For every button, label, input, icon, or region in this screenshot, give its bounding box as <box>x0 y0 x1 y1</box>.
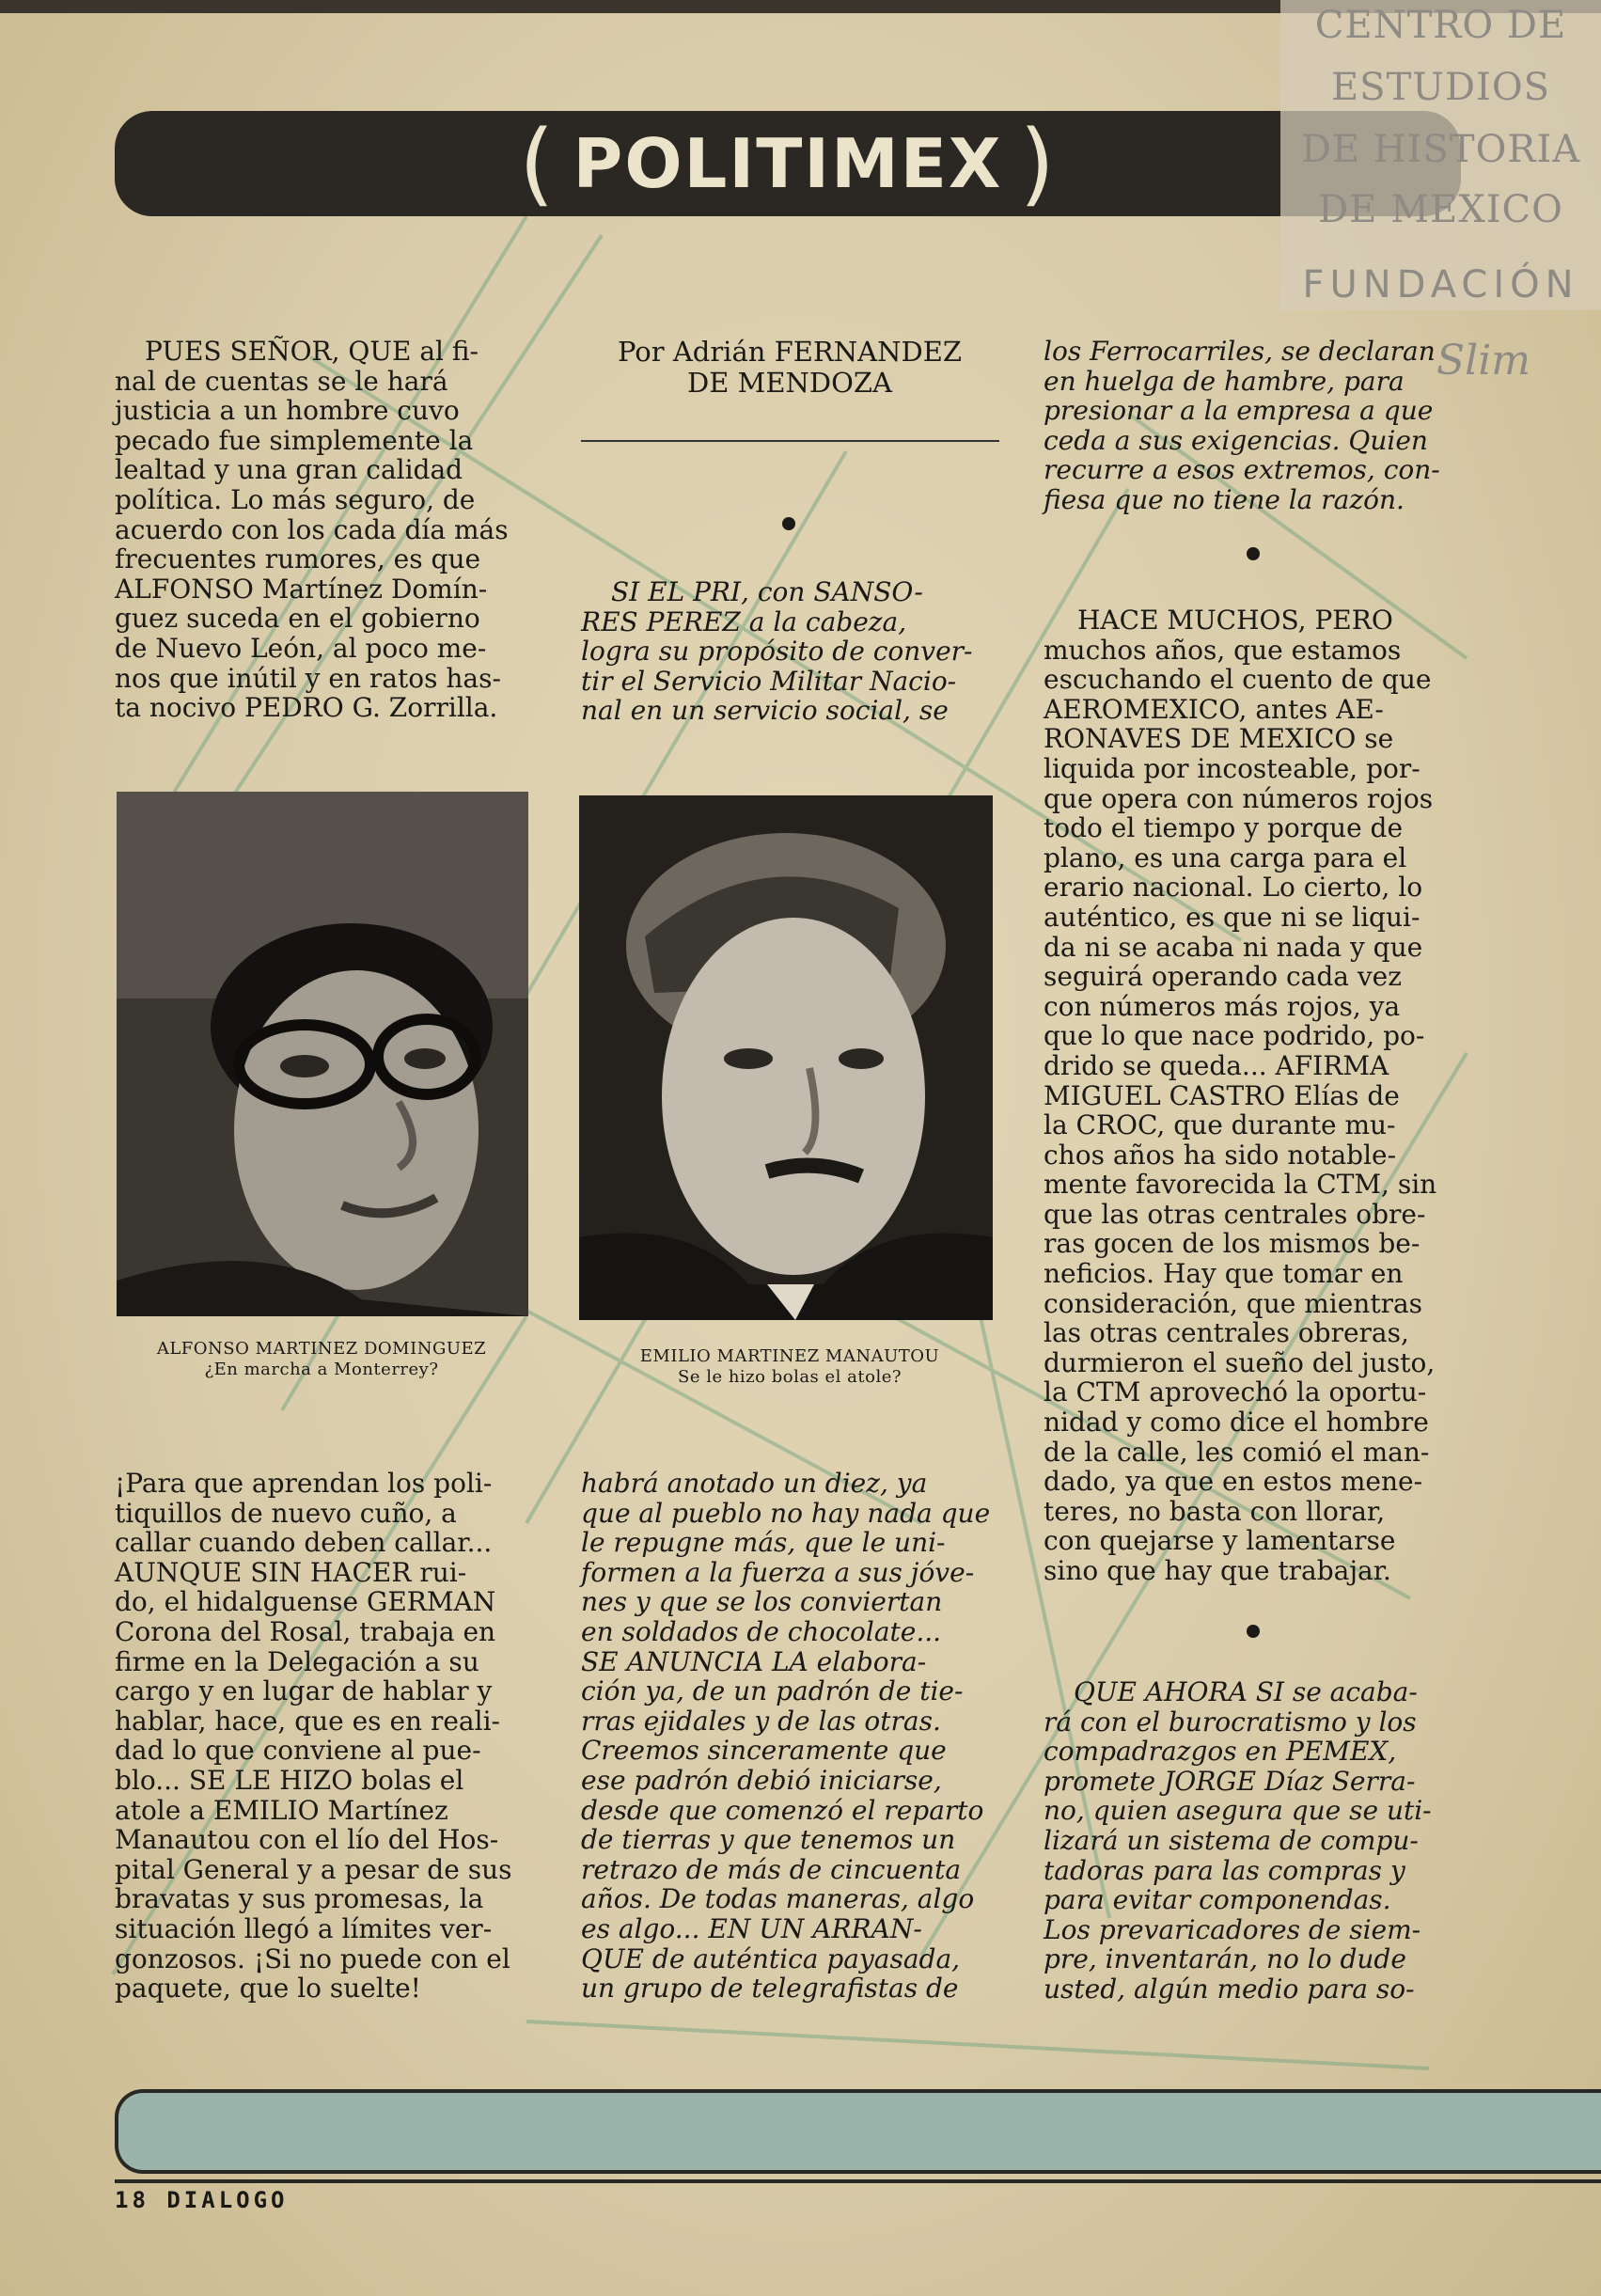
watermark-line: ESTUDIOS <box>1330 66 1551 109</box>
text-line: con quejarse y lamentarse <box>1044 1525 1396 1557</box>
watermark-line: DE MEXICO <box>1318 188 1563 231</box>
byline-line-1: Por Adrián FERNANDEZ <box>617 336 963 368</box>
photo-caption-1 <box>105 1339 538 1380</box>
text-line: liquida por incosteable, por- <box>1044 752 1420 784</box>
text-line: Los prevaricadores de siem- <box>1044 1913 1421 1945</box>
text-line: SI EL PRI, con SANSO- <box>611 576 923 607</box>
text-line: auténtico, es que ni se liqui- <box>1044 901 1420 933</box>
column-1-bottom <box>115 1469 534 2004</box>
photo-caption-2 <box>573 1346 1006 1388</box>
text-line: situación llegó a límites ver- <box>115 1912 493 1944</box>
section-banner <box>115 111 1461 216</box>
text-line: años. De todas maneras, algo <box>581 1883 975 1915</box>
text-line: ceda a sus exigencias. Quien <box>1044 424 1428 456</box>
text-line: SE ANUNCIA LA elabora- <box>581 1645 927 1677</box>
text-line: atole a EMILIO Martínez <box>115 1794 448 1826</box>
text-line: con números más rojos, ya <box>1044 990 1401 1022</box>
text-line: escuchando el cuento de que <box>1044 664 1432 696</box>
column-3-middle <box>1044 605 1463 1586</box>
bullet-separator <box>1247 547 1260 560</box>
column-2-bottom <box>581 1469 1000 2004</box>
footer-rule <box>115 2179 1601 2183</box>
text-line: plano, es una carga para el <box>1044 841 1407 873</box>
column-1-top <box>115 337 534 723</box>
text-line: guez suceda en el gobierno <box>115 603 480 635</box>
text-line: nes y que se los conviertan <box>581 1586 943 1618</box>
text-line: neficios. Hay que tomar en <box>1044 1258 1404 1290</box>
text-line: seguirá operando cada vez <box>1044 961 1403 993</box>
text-line: AUNQUE SIN HACER rui- <box>115 1556 467 1588</box>
text-line: no, quien asegura que se uti- <box>1044 1795 1432 1827</box>
text-line: formen a la fuerza a sus jóve- <box>581 1556 975 1588</box>
text-line: pre, inventarán, no lo dude <box>1044 1943 1406 1975</box>
text-line: tadoras para las compras y <box>1044 1854 1405 1886</box>
byline <box>583 337 997 399</box>
text-line: en huelga de hambre, para <box>1044 365 1405 397</box>
text-line: muchos años, que estamos <box>1044 634 1402 666</box>
text-line: fiesa que no tiene la razón. <box>1044 483 1405 515</box>
text-line: justicia a un hombre cuvo <box>115 395 460 427</box>
text-line: RONAVES DE MEXICO se <box>1044 723 1394 755</box>
text-line: usted, algún medio para so- <box>1044 1973 1415 2005</box>
page-folio: 18 DIALOGO <box>115 2187 289 2213</box>
byline-line-2: DE MENDOZA <box>687 367 892 399</box>
text-line: la CROC, que durante mu- <box>1044 1109 1396 1141</box>
caption-subtitle: Se le hizo bolas el atole? <box>677 1367 903 1387</box>
text-line: cargo y en lugar de hablar y <box>115 1675 493 1707</box>
text-line: ALFONSO Martínez Domín- <box>115 573 488 605</box>
text-line: frecuentes rumores, es que <box>115 543 481 575</box>
column-3-top <box>1044 337 1463 515</box>
text-line: de Nuevo León, al poco me- <box>115 632 487 664</box>
text-line: da ni se acaba ni nada y que <box>1044 931 1423 963</box>
text-line: bravatas y sus promesas, la <box>115 1883 484 1915</box>
text-line: de tierras y que tenemos un <box>581 1824 956 1856</box>
caption-subtitle: ¿En marcha a Monterrey? <box>204 1360 439 1379</box>
text-line: ¡Para que aprendan los poli- <box>115 1468 493 1499</box>
archive-watermark <box>1280 0 1601 310</box>
bullet-separator <box>782 517 795 530</box>
text-line: ción ya, de un padrón de tie- <box>581 1675 964 1707</box>
text-line: sino que hay que trabajar. <box>1044 1555 1391 1586</box>
column-2-top <box>581 577 1000 726</box>
watermark-signature: Slim <box>1436 337 1531 385</box>
text-line: erario nacional. Lo cierto, lo <box>1044 872 1423 904</box>
text-line: drido se queda... AFIRMA <box>1044 1049 1389 1081</box>
text-line: do, el hidalguense GERMAN <box>115 1586 496 1618</box>
text-line: las otras centrales obreras, <box>1044 1317 1409 1349</box>
text-line: para evitar componendas. <box>1044 1884 1391 1916</box>
portrait-image <box>117 792 528 1316</box>
text-line: teres, no basta con llorar, <box>1044 1495 1386 1527</box>
text-line: dado, ya que en estos mene- <box>1044 1466 1423 1498</box>
text-line: MIGUEL CASTRO Elías de <box>1044 1079 1400 1111</box>
text-line: nal en un servicio social, se <box>581 695 949 727</box>
bullet-separator <box>1247 1625 1260 1638</box>
text-line: QUE AHORA SI se acaba- <box>1074 1676 1418 1707</box>
text-line: recurre a esos extremos, con- <box>1044 454 1440 486</box>
banner-open-paren: ( <box>519 111 557 216</box>
caption-name: EMILIO MARTINEZ MANAUTOU <box>639 1346 940 1366</box>
text-line: callar cuando deben callar... <box>115 1527 493 1559</box>
text-line: la CTM aprovechó la oportu- <box>1044 1376 1427 1408</box>
text-line: RES PEREZ a la cabeza, <box>581 605 907 637</box>
watermark-line: DE HISTORIA <box>1300 128 1581 171</box>
text-line: rras ejidales y de las otras. <box>581 1705 941 1737</box>
text-line: pecado fue simplemente la <box>115 424 474 456</box>
text-line: Corona del Rosal, trabaja en <box>115 1615 496 1647</box>
text-line: QUE de auténtica payasada, <box>581 1942 961 1974</box>
text-line: HACE MUCHOS, PERO <box>1077 605 1393 636</box>
text-line: le repugne más, que le uni- <box>581 1527 946 1559</box>
text-line: promete JORGE Díaz Serra- <box>1044 1765 1416 1797</box>
text-line: que las otras centrales obre- <box>1044 1198 1426 1230</box>
byline-rule <box>581 440 999 442</box>
portrait-photo-alfonso <box>117 792 528 1316</box>
text-line: mente favorecida la CTM, sin <box>1044 1169 1437 1201</box>
text-line: acuerdo con los cada día más <box>115 513 509 545</box>
text-line: nal de cuentas se le hará <box>115 365 448 397</box>
text-line: desde que comenzó el reparto <box>581 1794 984 1826</box>
text-line: Creemos sinceramente que <box>581 1735 947 1767</box>
text-line: PUES SEÑOR, QUE al fi- <box>145 336 479 367</box>
text-line: compadrazgos en PEMEX, <box>1044 1736 1397 1768</box>
text-line: blo... SE LE HIZO bolas el <box>115 1764 464 1796</box>
text-line: política. Lo más seguro, de <box>115 483 476 515</box>
text-line: los Ferrocarriles, se declaran <box>1044 336 1436 367</box>
text-line: nidad y como dice el hombre <box>1044 1407 1429 1439</box>
text-line: que lo que nace podrido, po- <box>1044 1020 1425 1052</box>
text-line: habrá anotado un diez, ya <box>581 1468 928 1499</box>
caption-name: ALFONSO MARTINEZ DOMINGUEZ <box>156 1339 487 1359</box>
text-line: consideración, que mientras <box>1044 1287 1423 1319</box>
text-line: lizará un sistema de compu- <box>1044 1824 1419 1856</box>
watermark-line: CENTRO DE <box>1314 4 1567 47</box>
text-line: un grupo de telegrafistas de <box>581 1973 959 2005</box>
text-line: lealtad y una gran calidad <box>115 454 463 486</box>
text-line: todo el tiempo y porque de <box>1044 812 1404 844</box>
text-line: durmieron el sueño del justo, <box>1044 1346 1436 1378</box>
text-line: que al pueblo no hay nada que <box>581 1497 991 1529</box>
text-line: hablar, hace, que es en reali- <box>115 1705 500 1737</box>
text-line: chos años ha sido notable- <box>1044 1139 1397 1171</box>
footer-frame <box>115 2089 1601 2174</box>
text-line: pital General y a pesar de sus <box>115 1853 512 1885</box>
portrait-photo-emilio <box>579 795 993 1320</box>
portrait-image <box>579 795 993 1320</box>
text-line: retrazo de más de cincuenta <box>581 1853 962 1885</box>
text-line: gonzosos. ¡Si no puede con el <box>115 1942 510 1974</box>
text-line: que opera con números rojos <box>1044 782 1434 814</box>
text-line: ras gocen de los mismos be- <box>1044 1228 1420 1260</box>
text-line: ese padrón debió iniciarse, <box>581 1764 942 1796</box>
banner-title-text: POLITIMEX <box>573 124 1003 203</box>
text-line: de la calle, les comió el man- <box>1044 1436 1430 1468</box>
text-line: tir el Servicio Militar Nacio- <box>581 665 957 697</box>
text-line: rá con el burocratismo y los <box>1044 1706 1417 1738</box>
watermark-foundation: FUNDACIÓN <box>1302 263 1579 307</box>
text-line: ta nocivo PEDRO G. Zorrilla. <box>115 692 498 724</box>
column-3-bottom <box>1044 1677 1463 2005</box>
text-line: dad lo que conviene al pue- <box>115 1735 481 1767</box>
text-line: Manautou con el lío del Hos- <box>115 1824 499 1856</box>
text-line: tiquillos de nuevo cuño, a <box>115 1497 457 1529</box>
banner-close-paren: ) <box>1019 111 1057 216</box>
text-line: nos que inútil y en ratos has- <box>115 662 501 694</box>
text-line: firme en la Delegación a su <box>115 1645 479 1677</box>
text-line: logra su propósito de conver- <box>581 636 973 668</box>
text-line: paquete, que lo suelte! <box>115 1973 421 2005</box>
section-title <box>115 111 1461 216</box>
text-line: AEROMEXICO, antes AE- <box>1044 693 1384 725</box>
text-line: en soldados de chocolate... <box>581 1615 942 1647</box>
text-line: es algo... EN UN ARRAN- <box>581 1912 922 1944</box>
text-line: presionar a la empresa a que <box>1044 395 1434 427</box>
